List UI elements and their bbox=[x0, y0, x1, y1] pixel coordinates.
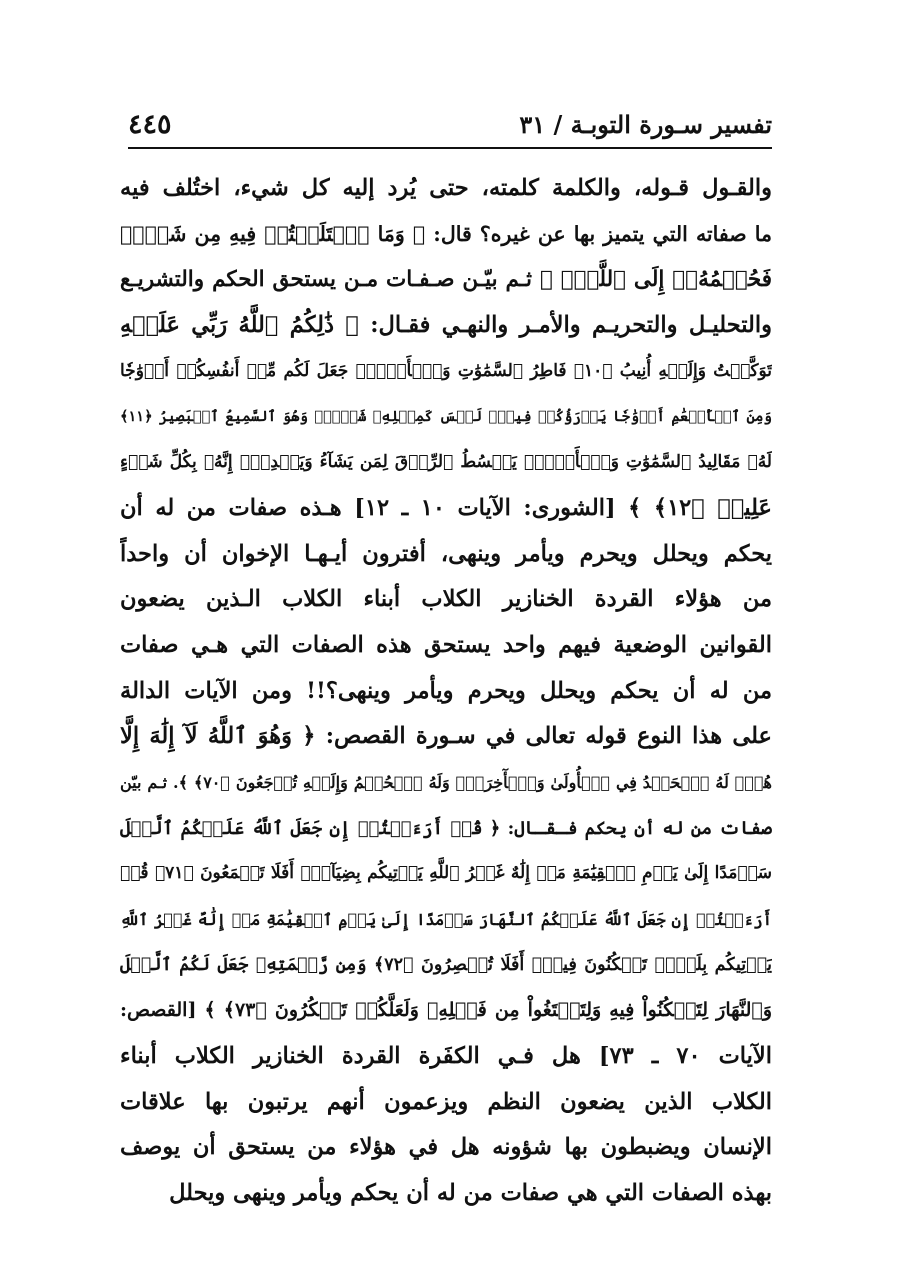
text-line: القوانين الوضعية فيهم واحد يستحق هذه الصفات التي هـي صفات bbox=[120, 631, 772, 658]
text-line: الإنسان ويضبطون بها شؤونه هل في هؤلاء من يستحق أن يوصف bbox=[120, 1134, 772, 1161]
text-line: فَحُكۡمُهُۥٓ إِلَى ٱللَّهِۚ ﴾ ثـم بيّـن صـفـات مـن يستحق الحكم والتشريـع bbox=[120, 267, 772, 293]
quran-verse-line: سَرۡمَدًا إِلَىٰ يَوۡمِ ٱلۡقِيَٰمَةِ مَنۡ إِلَٰهٌ غَيۡرُ ٱللَّهِ يَأۡتِيكُم بِضِيَآءٍۚ أَفَلَا تَسۡمَعُونَ ﴿٧١﴾ قُلۡ bbox=[120, 863, 772, 884]
quran-verse-line: تَوَكَّلۡتُ وَإِلَيۡهِ أُنِيبُ ﴿١٠﴾ فَاطِرُ ٱلسَّمَٰوَٰتِ وَٱلۡأَرۡضِۚ جَعَلَ لَكُم مِّنۡ أَنفُسِكُمۡ أَزۡوَٰجٗا bbox=[120, 360, 772, 381]
quran-verse-line: أَرَءَيۡتُمۡ إِن جَعَلَ ٱللَّهُ عَلَيۡكُمُ ٱلنَّهَارَ سَرۡمَدًا إِلَىٰ يَوۡمِ ٱلۡقِيَٰمَةِ مَنۡ إِلَٰهٌ غَيۡرُ ٱللَّهِ bbox=[120, 910, 772, 929]
text-line: من له أن يحكم ويحلل ويحرم ويأمر وينهى؟!! ومن الآيات الدالة bbox=[120, 677, 772, 704]
quran-verse-line: وَمِنَ ٱلۡأَنۡعَٰمِ أَزۡوَٰجٗا يَذۡرَؤُكُمۡ فِيهِۚ لَيۡسَ كَمِثۡلِهِۦ شَيۡءٞۖ وَهُوَ ٱلسَّمِيعُ ٱلۡبَصِيرُ ﴿١١﴾ bbox=[120, 408, 772, 426]
page-body bbox=[120, 166, 772, 1217]
page-number: ٤٤٥ bbox=[128, 108, 172, 140]
text-line: على هذا النوع قوله تعالى في سـورة القصص: ﴿ وَهُوَ ٱللَّهُ لَآ إِلَٰهَ إِلَّا bbox=[120, 723, 772, 750]
quran-verse-line: لَهُۥ مَقَالِيدُ ٱلسَّمَٰوَٰتِ وَٱلۡأَرۡضِۖ يَبۡسُطُ ٱلرِّزۡقَ لِمَن يَشَآءُ وَيَقۡدِرُۚ إِنَّهُۥ بِكُلِّ شَيۡءٍ bbox=[120, 452, 772, 473]
header-rule bbox=[128, 147, 772, 149]
text-line: الكلاب الذين يضعون النظم ويزعمون أنهم يرتبون بها علاقات bbox=[120, 1088, 772, 1115]
text-line: من هؤلاء القردة الخنازير الكلاب أبناء الكلاب الـذين يضعون bbox=[120, 586, 772, 613]
quran-verse-line: يَأۡتِيكُم بِلَيۡلٖ تَسۡكُنُونَ فِيهِۚ أَفَلَا تُبۡصِرُونَ ﴿٧٢﴾ وَمِن رَّحۡمَتِهِۦ جَعَلَ لَكُمُ ٱلَّيۡلَ bbox=[120, 954, 772, 975]
quran-verse-line: هُوَۖ لَهُ ٱلۡحَمۡدُ فِي ٱلۡأُولَىٰ وَٱلۡأٓخِرَةِۖ وَلَهُ ٱلۡحُكۡمُ وَإِلَيۡهِ تُرۡجَعُونَ ﴿٧٠﴾ ﴾. ثـم بيّن bbox=[120, 772, 772, 792]
text-line: الآيات ٧٠ ـ ٧٣] هل فـي الكفَرة القردة الخنازير الكلاب أبناء bbox=[120, 1043, 772, 1070]
text-line: صفات من له أن يحكم فـقـال: ﴿ قُلۡ أَرَءَيۡتُمۡ إِن جَعَلَ ٱللَّهُ عَلَيۡكُمُ ٱلَّيۡلَ bbox=[120, 817, 772, 839]
text-line: عَلِيمٞ ﴿١٢﴾ ﴾ [الشورى: الآيات ١٠ ـ ١٢] هـذه صفات من له أن bbox=[120, 494, 772, 521]
text-line: يحكم ويحلل ويحرم ويأمر وينهى، أفترون أيـهـا الإخوان أن واحداً bbox=[120, 540, 772, 567]
running-title: تفسير سـورة التوبـة / ٣١ bbox=[519, 109, 772, 139]
page-header bbox=[128, 104, 772, 144]
text-line: ما صفاته التي يتميز بها عن غيره؟ قال: ﴿ وَمَا ٱخۡتَلَفۡتُمۡ فِيهِ مِن شَيۡءٖ bbox=[120, 221, 772, 246]
text-line: والقـول قـوله، والكلمة كلمته، حتى يُرد إليه كل شيء، اختُلف فيه bbox=[120, 175, 772, 201]
text-line: والتحليـل والتحريـم والأمـر والنهـي فقـال: ﴿ ذَٰلِكُمُ ٱللَّهُ رَبِّي عَلَيۡهِ bbox=[120, 312, 772, 339]
text-line: بهذه الصفات التي هي صفات من له أن يحكم ويأمر وينهى ويحلل bbox=[169, 1180, 772, 1207]
quran-verse-line: وَٱلنَّهَارَ لِتَسۡكُنُواْ فِيهِ وَلِتَبۡتَغُواْ مِن فَضۡلِهِۦ وَلَعَلَّكُمۡ تَشۡكُرُونَ ﴿٧٣﴾ ﴾ [القصص: bbox=[120, 999, 772, 1022]
